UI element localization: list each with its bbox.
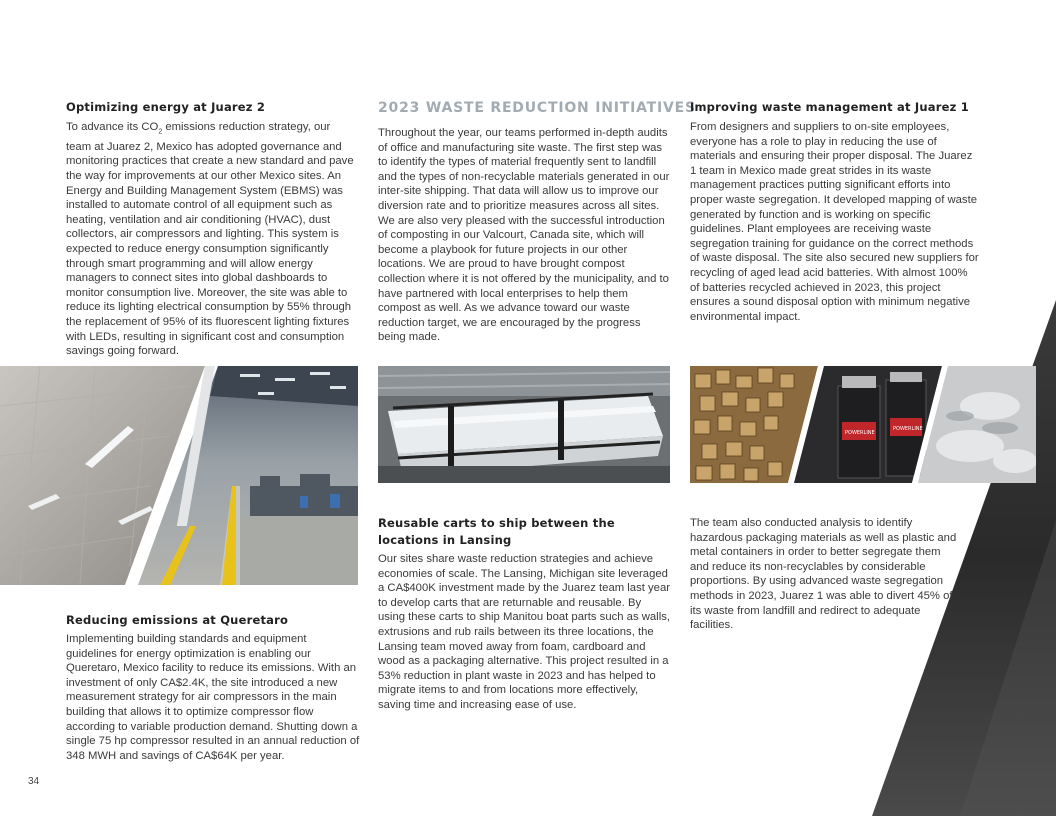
optimizing-energy-body — [66, 120, 358, 359]
optimizing-energy-rest: emissions reduction strategy, our team at Juarez 2, Mexico has adopted governance and monitoring practices that create a new standard and pave the way for improvements at our other Mexico sites. An Energy and Building Management System (EBMS) was installed to automate control of all equipment such as heating, ventilation and air conditioning (HVAC), dust collectors, air compressors and lighting. This system is expected to reduce energy consumption significantly through smart programming and will allow energy managers to connect sites into global dashboards to monitor consumption live. Moreover, the site was able to reduce its lighting electrical consumption by 55% through the replacement of 95% of its fluorescent lighting fixtures with LEDs, resulting in significant cost and consumption savings going forward. — [66, 121, 354, 358]
waste-reduction-body: Throughout the year, our teams performed in-depth audits of office and manufacturing site waste. The first step was to identify the types of material frequently sent to landfill and the types of non-recyclable materials generated in our inter-site shipping. That data will allow us to improve our diversion rate and to prioritize measures across all sites. We are also very pleased with the successful introduction of composting in our Valcourt, Canada site, which will become a playbook for future projects in our other locations. We are proud to have brought compost collection where it is not offered by the municipality, and to have partnered with local enterprises to help them compost as well. As we advance toward our waste reduction target, we are encouraged by the progress being made. — [378, 127, 670, 344]
boat-parts-cart-photo — [378, 366, 670, 483]
factory-interior-photo — [0, 366, 358, 585]
heading-reusable-carts: Reusable carts to ship between the locations in Lansing — [378, 516, 615, 547]
waste-materials-photo — [690, 366, 1036, 483]
queretaro-body: Implementing building standards and equipment guidelines for energy optimization is enabling our Queretaro, Mexico facility to reduce its emissions. With an investment of only CA$2.4K, the site introduced a new measurement strategy for air compressors in the main building that allows it to optimize compressor flow according to variable production demand. Shutting down a single 75 hp compressor resulted in an annual reduction of 348 MWH and savings of CA$64K per year. — [66, 633, 360, 762]
co2-subscript: 2 — [158, 128, 163, 136]
hazardous-materials-body: The team also conducted analysis to identify hazardous packaging materials as well as plastic and metal containers in order to better segregate them and reduce its non-recyclables by considerable proportions. By using advanced waste segregation methods in 2023, Juarez 1 was able to divert 45% of its waste from landfill and redirect to adequate facilities. — [690, 517, 957, 632]
battery-label-2: POWERLINE — [893, 426, 923, 432]
reusable-carts-body: Our sites share waste reduction strategies and achieve economies of scale. The Lansing, Michigan site leveraged a CA$400K investment made by the Juarez team last year to develop carts that are returnable and reusable. By using these carts to ship Manitou boat parts such as walls, extrusions and rub rails between its three locations, the Lansing team moved away from foam, cardboard and wood as a packaging alternative. This project resulted in a 53% reduction in plant waste in 2023 and has helped to migrate items to and from locations more effectively, saving time and increasing ease of use. — [378, 553, 670, 711]
heading-reducing-emissions-queretaro: Reducing emissions at Queretaro — [66, 613, 289, 627]
heading-optimizing-energy: Optimizing energy at Juarez 2 — [66, 100, 266, 114]
improving-waste-body: From designers and suppliers to on-site employees, everyone has a role to play in reducing the use of materials and ensuring their proper disposal. The Juarez 1 team in Mexico made great strides in its waste management practices putting significant efforts into proper waste segregation. It developed mapping of waste generated by function and is working on specific guidelines. Plant employees are receiving waste segregation training for guidance on the correct methods of waste disposal. The site also secured new suppliers for recycling of aged lead acid batteries. With almost 100% of batteries recycled achieved in 2023, this project ensures a sound disposal option with minimum negative environmental impact. — [690, 121, 979, 323]
co2-prefix-text: To advance its CO — [66, 121, 159, 133]
section-title-waste-reduction: 2023 WASTE REDUCTION INITIATIVES — [378, 100, 696, 116]
page-number: 34 — [28, 776, 40, 787]
heading-improving-waste-management: Improving waste management at Juarez 1 — [690, 100, 969, 114]
battery-label-1: POWERLINE — [845, 430, 875, 436]
